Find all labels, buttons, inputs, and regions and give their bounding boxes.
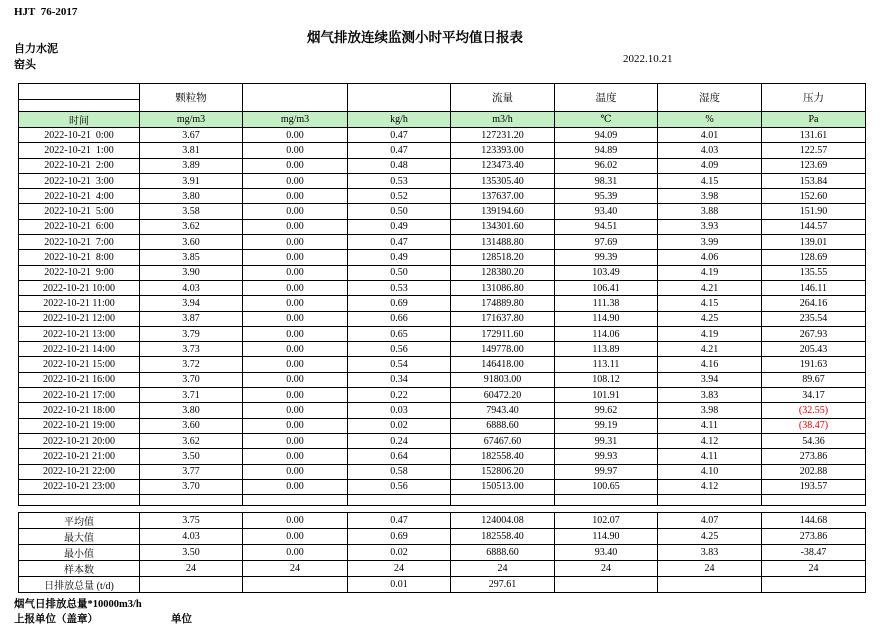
summary-value-cell: 4.07	[658, 513, 762, 529]
station-name: 窑头	[14, 59, 36, 71]
table-row	[19, 219, 866, 234]
summary-label: 最小值	[19, 545, 140, 561]
value-cell: 0.50	[348, 204, 451, 219]
unit-m3h: m3/h	[451, 112, 555, 128]
value-cell: 3.91	[140, 173, 243, 188]
footnote-reporting-unit: 上报单位（盖章）	[14, 614, 98, 625]
value-cell: 0.00	[243, 357, 348, 372]
value-cell: 67467.60	[451, 433, 555, 448]
time-cell: 2022-10-21 2:00	[19, 158, 140, 173]
value-cell: 3.89	[140, 158, 243, 173]
value-cell: 114.90	[555, 311, 658, 326]
value-cell: 149778.00	[451, 342, 555, 357]
unit-mgm3-2: mg/m3	[243, 112, 348, 128]
value-cell: 205.43	[762, 342, 866, 357]
summary-value-cell: 0.00	[243, 545, 348, 561]
value-cell: 99.97	[555, 464, 658, 479]
summary-value-cell: 144.68	[762, 513, 866, 529]
value-cell: 127231.20	[451, 128, 555, 143]
summary-row	[19, 545, 866, 561]
summary-value-cell: -38.47	[762, 545, 866, 561]
corner-cell-top	[19, 84, 140, 100]
value-cell: 101.91	[555, 388, 658, 403]
summary-value-cell	[762, 577, 866, 593]
summary-value-cell: 0.02	[348, 545, 451, 561]
value-cell: 146.11	[762, 280, 866, 295]
summary-value-cell: 0.00	[243, 513, 348, 529]
value-cell: 3.67	[140, 128, 243, 143]
time-cell: 2022-10-21 17:00	[19, 388, 140, 403]
value-cell: 267.93	[762, 326, 866, 341]
value-cell: 0.65	[348, 326, 451, 341]
value-cell: 100.65	[555, 479, 658, 494]
summary-value-cell: 102.07	[555, 513, 658, 529]
summary-label: 最大值	[19, 529, 140, 545]
value-cell: 131488.80	[451, 235, 555, 250]
value-cell: 99.19	[555, 418, 658, 433]
value-cell: 191.63	[762, 357, 866, 372]
value-cell: 3.81	[140, 143, 243, 158]
value-cell: 128380.20	[451, 265, 555, 280]
value-cell: 4.01	[658, 128, 762, 143]
value-cell: 0.00	[243, 342, 348, 357]
value-cell: 235.54	[762, 311, 866, 326]
time-cell: 2022-10-21 10:00	[19, 280, 140, 295]
value-cell: 123473.40	[451, 158, 555, 173]
col-group-blank-1	[243, 84, 348, 112]
summary-row	[19, 577, 866, 593]
value-cell: 3.73	[140, 342, 243, 357]
value-cell: 0.47	[348, 143, 451, 158]
value-cell: 3.88	[658, 204, 762, 219]
value-cell: 0.00	[243, 372, 348, 387]
table-row	[19, 464, 866, 479]
value-cell: 0.00	[243, 204, 348, 219]
time-cell: 2022-10-21 19:00	[19, 418, 140, 433]
table-row	[19, 128, 866, 143]
unit-pa: Pa	[762, 112, 866, 128]
corner-cell-bottom	[19, 100, 140, 112]
value-cell: 96.02	[555, 158, 658, 173]
col-group-pressure: 压力	[762, 84, 866, 112]
value-cell: 4.19	[658, 326, 762, 341]
value-cell: 0.34	[348, 372, 451, 387]
value-cell: 0.00	[243, 265, 348, 280]
value-cell: 3.71	[140, 388, 243, 403]
value-cell: 128.69	[762, 250, 866, 265]
summary-value-cell: 24	[555, 561, 658, 577]
time-cell: 2022-10-21 12:00	[19, 311, 140, 326]
value-cell: 3.79	[140, 326, 243, 341]
table-row	[19, 158, 866, 173]
value-cell: 3.50	[140, 449, 243, 464]
table-row	[19, 311, 866, 326]
summary-value-cell: 24	[762, 561, 866, 577]
value-cell: 99.93	[555, 449, 658, 464]
value-cell: 3.60	[140, 418, 243, 433]
value-cell: 0.49	[348, 250, 451, 265]
col-group-humidity: 湿度	[658, 84, 762, 112]
empty-row	[19, 495, 866, 506]
value-cell: 0.00	[243, 311, 348, 326]
table-row	[19, 204, 866, 219]
table-row	[19, 235, 866, 250]
value-cell: 0.00	[243, 464, 348, 479]
footnote-total-emission: 烟气日排放总量*10000m3/h	[14, 599, 142, 610]
summary-value-cell: 24	[658, 561, 762, 577]
value-cell: 153.84	[762, 173, 866, 188]
value-cell: 0.00	[243, 479, 348, 494]
value-cell: 4.03	[658, 143, 762, 158]
value-cell: 34.17	[762, 388, 866, 403]
value-cell: 3.87	[140, 311, 243, 326]
value-cell: 0.00	[243, 189, 348, 204]
value-cell: 0.56	[348, 479, 451, 494]
value-cell: 4.21	[658, 342, 762, 357]
value-cell: 0.00	[243, 403, 348, 418]
summary-label: 平均值	[19, 513, 140, 529]
value-cell: 0.00	[243, 449, 348, 464]
summary-value-cell: 114.90	[555, 529, 658, 545]
summary-value-cell: 0.01	[348, 577, 451, 593]
footnote-unit: 单位	[171, 614, 192, 625]
table-row	[19, 143, 866, 158]
value-cell: 273.86	[762, 449, 866, 464]
value-cell: 135305.40	[451, 173, 555, 188]
table-row	[19, 449, 866, 464]
value-cell: 111.38	[555, 296, 658, 311]
value-cell: 0.00	[243, 143, 348, 158]
time-cell: 2022-10-21 7:00	[19, 235, 140, 250]
value-cell: 106.41	[555, 280, 658, 295]
table-row	[19, 265, 866, 280]
value-cell: 0.50	[348, 265, 451, 280]
value-cell: 202.88	[762, 464, 866, 479]
value-cell: 4.12	[658, 433, 762, 448]
summary-value-cell: 273.86	[762, 529, 866, 545]
value-cell: 0.53	[348, 280, 451, 295]
value-cell: 99.39	[555, 250, 658, 265]
value-cell: 54.36	[762, 433, 866, 448]
value-cell: 99.31	[555, 433, 658, 448]
time-cell: 2022-10-21 20:00	[19, 433, 140, 448]
value-cell: 139194.60	[451, 204, 555, 219]
value-cell: 3.58	[140, 204, 243, 219]
value-cell: 0.00	[243, 418, 348, 433]
value-cell: 94.51	[555, 219, 658, 234]
time-column-header: 时间	[19, 112, 140, 128]
value-cell: 4.16	[658, 357, 762, 372]
unit-celsius: ℃	[555, 112, 658, 128]
value-cell: 123393.00	[451, 143, 555, 158]
summary-value-cell: 4.03	[140, 529, 243, 545]
value-cell: 150513.00	[451, 479, 555, 494]
value-cell: 134301.60	[451, 219, 555, 234]
value-cell: 108.12	[555, 372, 658, 387]
value-cell: 113.11	[555, 357, 658, 372]
value-cell: 113.89	[555, 342, 658, 357]
value-cell: 0.00	[243, 235, 348, 250]
summary-row	[19, 561, 866, 577]
value-cell: 0.58	[348, 464, 451, 479]
table-row	[19, 433, 866, 448]
value-cell: 3.99	[658, 235, 762, 250]
value-cell: 146418.00	[451, 357, 555, 372]
time-cell: 2022-10-21 11:00	[19, 296, 140, 311]
value-cell: 4.15	[658, 173, 762, 188]
value-cell: 89.67	[762, 372, 866, 387]
value-cell: 128518.20	[451, 250, 555, 265]
value-cell: 4.21	[658, 280, 762, 295]
table-row	[19, 173, 866, 188]
value-cell: 0.24	[348, 433, 451, 448]
value-cell: 3.70	[140, 479, 243, 494]
summary-value-cell: 3.83	[658, 545, 762, 561]
value-cell: 3.62	[140, 219, 243, 234]
table-row	[19, 357, 866, 372]
value-cell: 152.60	[762, 189, 866, 204]
value-cell: 4.11	[658, 449, 762, 464]
value-cell: 95.39	[555, 189, 658, 204]
value-cell: 3.77	[140, 464, 243, 479]
company-name: 自力水泥	[14, 43, 58, 55]
table-row	[19, 403, 866, 418]
value-cell: 0.64	[348, 449, 451, 464]
time-cell: 2022-10-21 1:00	[19, 143, 140, 158]
value-cell: 182558.40	[451, 449, 555, 464]
summary-value-cell: 3.75	[140, 513, 243, 529]
summary-value-cell	[658, 577, 762, 593]
time-cell: 2022-10-21 5:00	[19, 204, 140, 219]
value-cell: 3.98	[658, 403, 762, 418]
value-cell: 144.57	[762, 219, 866, 234]
value-cell: 94.09	[555, 128, 658, 143]
value-cell: 0.49	[348, 219, 451, 234]
value-cell: 0.66	[348, 311, 451, 326]
value-cell: 131086.80	[451, 280, 555, 295]
time-cell: 2022-10-21 23:00	[19, 479, 140, 494]
unit-mgm3-1: mg/m3	[140, 112, 243, 128]
value-cell: 3.80	[140, 403, 243, 418]
summary-value-cell: 6888.60	[451, 545, 555, 561]
summary-value-cell: 3.50	[140, 545, 243, 561]
time-cell: 2022-10-21 13:00	[19, 326, 140, 341]
value-cell: 3.80	[140, 189, 243, 204]
summary-label: 样本数	[19, 561, 140, 577]
summary-value-cell: 24	[451, 561, 555, 577]
summary-label: 日排放总量 (t/d)	[19, 577, 140, 593]
summary-value-cell: 124004.08	[451, 513, 555, 529]
value-cell: 99.62	[555, 403, 658, 418]
summary-value-cell: 182558.40	[451, 529, 555, 545]
value-cell: 0.00	[243, 280, 348, 295]
value-cell: 0.00	[243, 158, 348, 173]
table-row	[19, 388, 866, 403]
summary-table	[18, 512, 866, 593]
value-cell: 264.16	[762, 296, 866, 311]
time-cell: 2022-10-21 0:00	[19, 128, 140, 143]
summary-row	[19, 513, 866, 529]
report-date: 2022.10.21	[623, 53, 673, 65]
value-cell: 0.47	[348, 235, 451, 250]
table-row	[19, 372, 866, 387]
summary-value-cell: 24	[243, 561, 348, 577]
unit-kgh: kg/h	[348, 112, 451, 128]
value-cell: 0.48	[348, 158, 451, 173]
value-cell: 4.11	[658, 418, 762, 433]
unit-row	[19, 112, 866, 128]
standard-code: HJT 76-2017	[14, 6, 78, 18]
col-group-blank-2	[348, 84, 451, 112]
value-cell: 0.69	[348, 296, 451, 311]
value-cell: 4.06	[658, 250, 762, 265]
time-cell: 2022-10-21 9:00	[19, 265, 140, 280]
time-cell: 2022-10-21 3:00	[19, 173, 140, 188]
time-cell: 2022-10-21 8:00	[19, 250, 140, 265]
value-cell: 94.89	[555, 143, 658, 158]
value-cell: 0.52	[348, 189, 451, 204]
value-cell: 123.69	[762, 158, 866, 173]
col-group-flow: 流量	[451, 84, 555, 112]
value-cell: 152806.20	[451, 464, 555, 479]
col-group-temperature: 温度	[555, 84, 658, 112]
value-cell: 0.47	[348, 128, 451, 143]
value-cell: 4.25	[658, 311, 762, 326]
time-cell: 2022-10-21 6:00	[19, 219, 140, 234]
value-cell: 0.00	[243, 326, 348, 341]
col-group-particulate: 颗粒物	[140, 84, 243, 112]
time-cell: 2022-10-21 22:00	[19, 464, 140, 479]
value-cell: 0.00	[243, 296, 348, 311]
value-cell: 171637.80	[451, 311, 555, 326]
value-cell: 0.53	[348, 173, 451, 188]
value-cell: 193.57	[762, 479, 866, 494]
value-cell: 98.31	[555, 173, 658, 188]
value-cell: 103.49	[555, 265, 658, 280]
time-cell: 2022-10-21 14:00	[19, 342, 140, 357]
tables-area	[18, 83, 865, 593]
page-title: 烟气排放连续监测小时平均值日报表	[307, 30, 523, 45]
value-cell: 131.61	[762, 128, 866, 143]
value-cell: 0.22	[348, 388, 451, 403]
value-cell: 0.00	[243, 128, 348, 143]
value-cell: 3.70	[140, 372, 243, 387]
value-cell: 7943.40	[451, 403, 555, 418]
value-cell: 3.90	[140, 265, 243, 280]
value-cell: 3.94	[140, 296, 243, 311]
time-cell: 2022-10-21 21:00	[19, 449, 140, 464]
summary-value-cell: 24	[348, 561, 451, 577]
value-cell: 3.72	[140, 357, 243, 372]
value-cell: 114.06	[555, 326, 658, 341]
table-row	[19, 342, 866, 357]
value-cell: 0.02	[348, 418, 451, 433]
value-cell: 139.01	[762, 235, 866, 250]
value-cell: (32.55)	[762, 403, 866, 418]
value-cell: 93.40	[555, 204, 658, 219]
summary-value-cell: 0.69	[348, 529, 451, 545]
table-row	[19, 189, 866, 204]
summary-value-cell: 24	[140, 561, 243, 577]
value-cell: 4.15	[658, 296, 762, 311]
summary-value-cell	[555, 577, 658, 593]
summary-value-cell: 93.40	[555, 545, 658, 561]
time-cell: 2022-10-21 4:00	[19, 189, 140, 204]
value-cell: 0.54	[348, 357, 451, 372]
value-cell: 174889.80	[451, 296, 555, 311]
value-cell: 4.12	[658, 479, 762, 494]
value-cell: (38.47)	[762, 418, 866, 433]
time-cell: 2022-10-21 15:00	[19, 357, 140, 372]
value-cell: 3.93	[658, 219, 762, 234]
summary-value-cell	[243, 577, 348, 593]
value-cell: 0.56	[348, 342, 451, 357]
value-cell: 4.10	[658, 464, 762, 479]
summary-value-cell: 0.00	[243, 529, 348, 545]
value-cell: 137637.00	[451, 189, 555, 204]
summary-value-cell: 297.61	[451, 577, 555, 593]
value-cell: 172911.60	[451, 326, 555, 341]
summary-row	[19, 529, 866, 545]
value-cell: 0.00	[243, 433, 348, 448]
table-row	[19, 326, 866, 341]
time-cell: 2022-10-21 16:00	[19, 372, 140, 387]
value-cell: 4.09	[658, 158, 762, 173]
summary-value-cell: 4.25	[658, 529, 762, 545]
value-cell: 122.57	[762, 143, 866, 158]
table-row	[19, 280, 866, 295]
data-rows	[19, 128, 866, 495]
summary-value-cell: 0.47	[348, 513, 451, 529]
header-group-row	[19, 84, 866, 100]
report-table	[18, 83, 866, 506]
value-cell: 0.00	[243, 173, 348, 188]
value-cell: 3.98	[658, 189, 762, 204]
value-cell: 3.60	[140, 235, 243, 250]
summary-value-cell	[140, 577, 243, 593]
value-cell: 135.55	[762, 265, 866, 280]
value-cell: 0.00	[243, 219, 348, 234]
table-row	[19, 479, 866, 494]
value-cell: 0.00	[243, 388, 348, 403]
value-cell: 3.94	[658, 372, 762, 387]
value-cell: 4.19	[658, 265, 762, 280]
unit-percent: %	[658, 112, 762, 128]
value-cell: 0.00	[243, 250, 348, 265]
value-cell: 3.85	[140, 250, 243, 265]
table-row	[19, 296, 866, 311]
value-cell: 6888.60	[451, 418, 555, 433]
value-cell: 0.03	[348, 403, 451, 418]
value-cell: 151.90	[762, 204, 866, 219]
value-cell: 97.69	[555, 235, 658, 250]
value-cell: 4.03	[140, 280, 243, 295]
table-row	[19, 250, 866, 265]
summary-rows	[19, 513, 866, 593]
value-cell: 3.62	[140, 433, 243, 448]
value-cell: 60472.20	[451, 388, 555, 403]
time-cell: 2022-10-21 18:00	[19, 403, 140, 418]
value-cell: 3.83	[658, 388, 762, 403]
value-cell: 91803.00	[451, 372, 555, 387]
table-row	[19, 418, 866, 433]
